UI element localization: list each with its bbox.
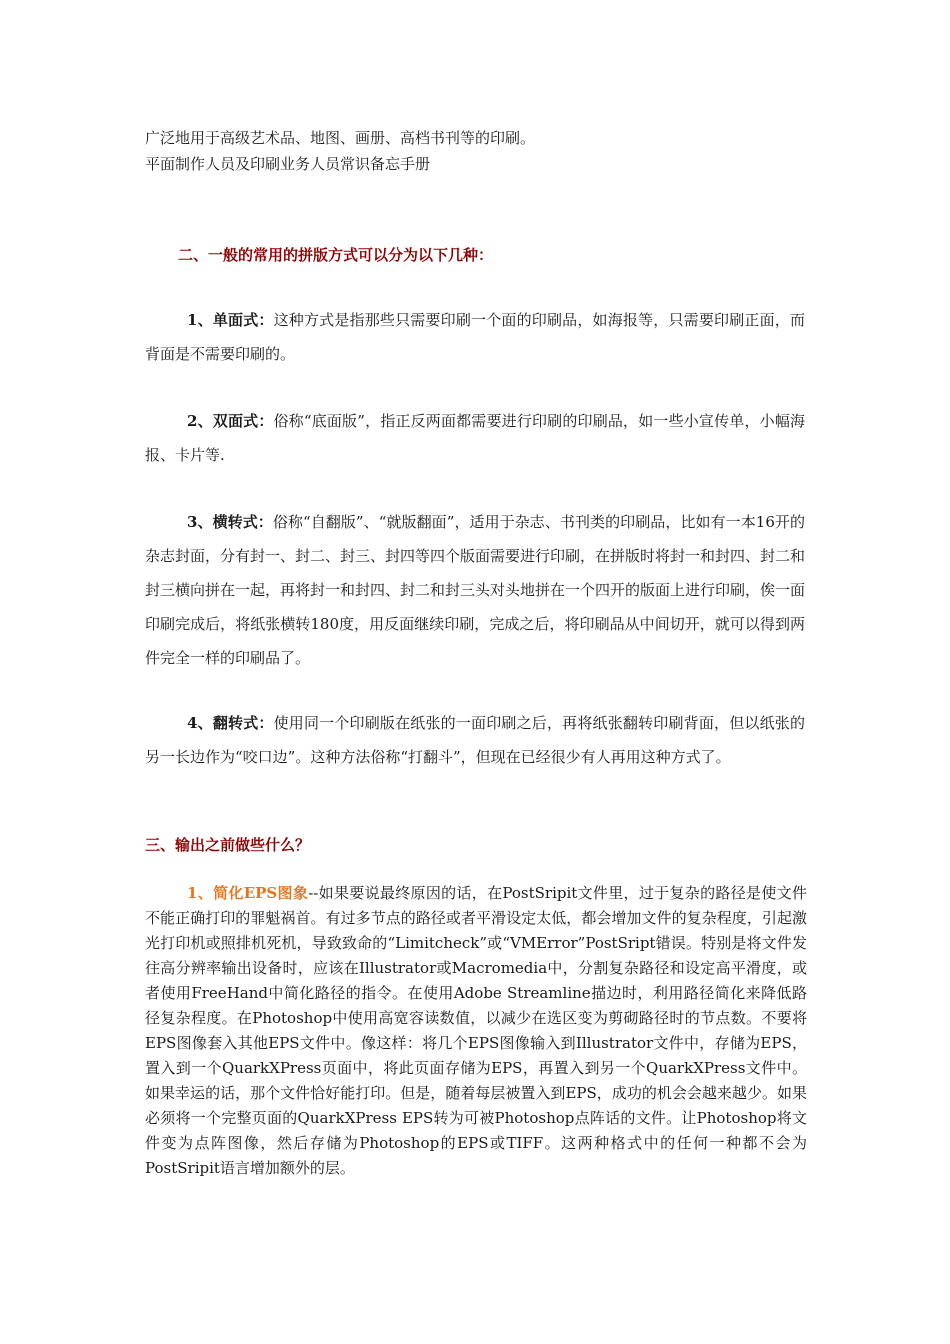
item-text: 俗称“自翻版”、“就版翻面”，适用于杂志、书刊类的印刷品，比如有一本16开的杂志封面，分有封一、封二、封三、封四等四个版面需要进行印刷，在拼版时将封一和封四、封二和封三横向拼在一起，再将封一和封四、封二和封三头对头地拼在一个四开的版面上进行印刷，俟一面印刷完成后，将纸张横转180度，用反面继续印刷，完成之后，将印刷品从中间切开，就可以得到两件完全一样的印刷品了。 bbox=[145, 513, 806, 667]
item-lead: 3、横转式： bbox=[187, 513, 273, 531]
item-work-and-turn bbox=[145, 505, 805, 675]
item-text: --如果要说最终原因的话，在PostSripit文件里，过于复杂的路径是使文件不能正确打印的罪魁祸首。有过多节点的路径或者平滑设定太低，都会增加文件的复杂程度，引起激光打印机或照排机死机，导致致命的“Limitcheck”或“VMError”PostSript错误。特别是将文件发往高分辨率输出设备时，应该在Illustrator或Macromedia中，分割复杂路径和设定高平滑度，或者使用FreeHand中简化路径的指令。在使用Adobe Streamline描边时，利用路径简化来降低路径复杂程度。在Photoshop中使用高宽容读数值，以减少在选区变为剪砌路径时的节点数。不要将EPS图像套入其他EPS文件中。像这样：将几个EPS图像输入到Illustrator文件中，存储为EPS，置入到一个QuarkXPress页面中，将此页面存储为EPS，再置入到另一个QuarkXPress文件中。如果幸运的话，那个文件恰好能打印。但是，随着每层被置入到EPS，成功的机会会越来越少。如果必须将一个完整页面的QuarkXPress EPS转为可被Photoshop点阵话的文件。让Photoshop将文件变为点阵图像，然后存储为Photoshop的EPS或TIFF。这两种格式中的任何一种都不会为PostSripit语言增加额外的层。 bbox=[145, 884, 808, 1177]
section3-heading: 三、输出之前做些什么？ bbox=[145, 836, 311, 854]
item-text: 俗称“底面版”，指正反两面都需要进行印刷的印刷品，如一些小宣传单，小幅海报、卡片等. bbox=[145, 412, 805, 464]
item-lead: 1、简化EPS图象 bbox=[187, 884, 309, 902]
intro-line-2: 平面制作人员及印刷业务人员常识备忘手册 bbox=[145, 155, 431, 173]
item-lead: 1、单面式： bbox=[187, 311, 274, 329]
item-work-and-tumble bbox=[145, 706, 805, 774]
item-simplify-eps bbox=[145, 881, 807, 1181]
item-text: 使用同一个印刷版在纸张的一面印刷之后，再将纸张翻转印刷背面，但以纸张的另一长边作为“咬口边”。这种方法俗称“打翻斗”，但现在已经很少有人再用这种方式了。 bbox=[145, 714, 805, 766]
section2-heading: 二、一般的常用的拼版方式可以分为以下几种： bbox=[178, 246, 494, 264]
intro-line-1: 广泛地用于高级艺术品、地图、画册、高档书刊等的印刷。 bbox=[145, 129, 536, 147]
item-single-sided bbox=[145, 303, 805, 371]
item-lead: 4、翻转式： bbox=[187, 714, 274, 732]
item-text: 这种方式是指那些只需要印刷一个面的印刷品，如海报等，只需要印刷正面，而背面是不需要印刷的。 bbox=[145, 311, 805, 363]
item-lead: 2、双面式： bbox=[187, 412, 274, 430]
item-double-sided bbox=[145, 404, 805, 472]
